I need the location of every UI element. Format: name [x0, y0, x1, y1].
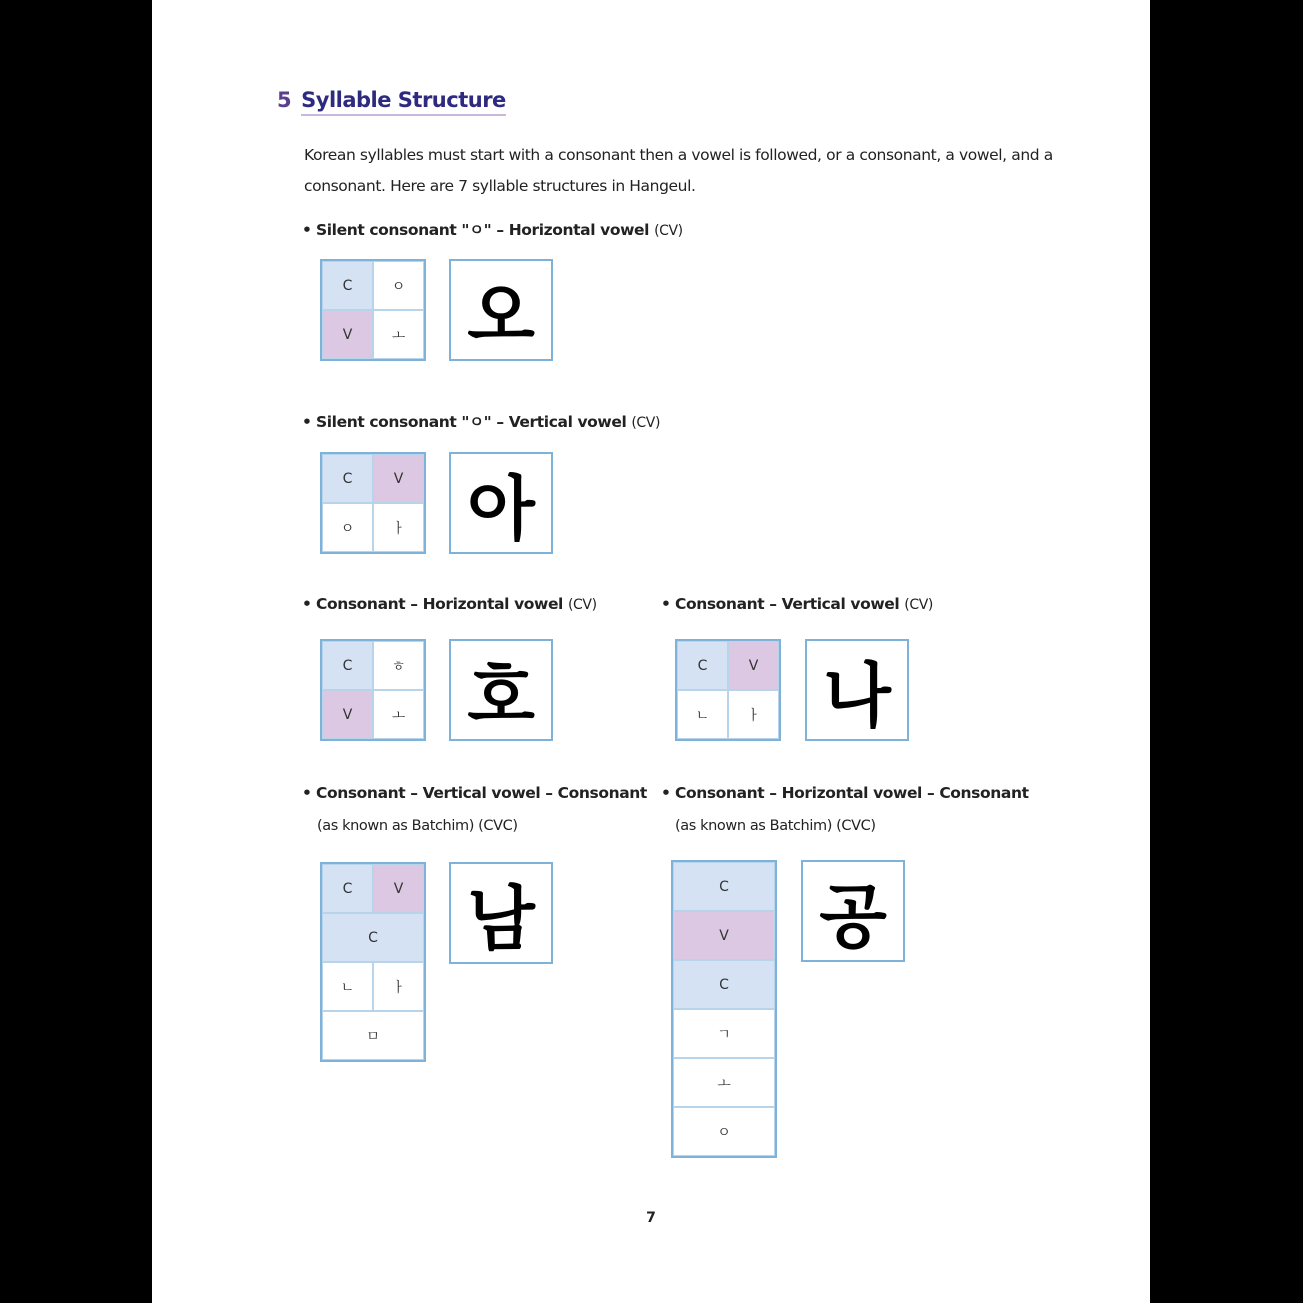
item-title: Consonant – Vertical vowel	[675, 595, 900, 613]
structure-grid	[320, 452, 426, 554]
grid-cell: V	[322, 310, 373, 359]
grid-cell: ㄴ	[677, 690, 728, 739]
item-type: (CV)	[654, 223, 683, 239]
structure-grid	[320, 862, 426, 1062]
grid-cell: V	[728, 641, 779, 690]
grid-cell: C	[322, 913, 424, 962]
grid-cell: C	[322, 864, 373, 913]
grid-cell: ㅗ	[373, 690, 424, 739]
item-title: Silent consonant "ㅇ" – Vertical vowel	[316, 413, 627, 431]
grid-cell: ㅇ	[373, 261, 424, 310]
item-label	[302, 784, 647, 802]
syllable-example: 아	[449, 452, 553, 554]
page-number: 7	[646, 1210, 656, 1226]
grid-cell: V	[322, 690, 373, 739]
item-type: (CV)	[904, 597, 933, 613]
intro-paragraph: Korean syllables must start with a consonant then a vowel is followed, or a consonant, a vowel, and a consonant. Here are 7 syllable structures in Hangeul.	[304, 146, 1053, 195]
bullet: •	[302, 595, 312, 613]
item-sublabel: (as known as Batchim) (CVC)	[675, 818, 876, 834]
syllable-example: 공	[801, 860, 905, 962]
item-title: Consonant – Horizontal vowel	[316, 595, 563, 613]
bullet: •	[302, 413, 312, 431]
item-type: (CV)	[567, 597, 597, 613]
grid-cell: V	[673, 911, 775, 960]
grid-cell: C	[322, 261, 373, 310]
section-title-text: Syllable Structure	[301, 88, 506, 116]
syllable-example: 오	[449, 259, 553, 361]
grid-cell: ㅇ	[322, 503, 373, 552]
book-page	[152, 0, 1150, 1303]
item-sublabel: (as known as Batchim) (CVC)	[317, 818, 518, 834]
structure-grid	[675, 639, 781, 741]
syllable-example: 남	[449, 862, 553, 964]
item-title: Consonant – Horizontal vowel – Consonant	[675, 784, 1029, 802]
grid-cell: ㅏ	[728, 690, 779, 739]
item-label	[661, 595, 933, 613]
item-label	[302, 218, 683, 240]
grid-cell: V	[373, 864, 424, 913]
section-title	[277, 88, 506, 112]
item-label	[302, 410, 660, 432]
grid-cell: ㄴ	[322, 962, 373, 1011]
grid-cell: C	[673, 862, 775, 911]
structure-grid	[671, 860, 777, 1158]
grid-cell: ㄱ	[673, 1009, 775, 1058]
grid-cell: ㅇ	[673, 1107, 775, 1156]
grid-cell: ㅎ	[373, 641, 424, 690]
grid-cell: ㅏ	[373, 503, 424, 552]
item-label	[302, 595, 597, 613]
grid-cell: ㅗ	[373, 310, 424, 359]
grid-cell: ㅁ	[322, 1011, 424, 1060]
grid-cell: C	[673, 960, 775, 1009]
section-number: 5	[277, 88, 292, 112]
item-type: (CV)	[631, 415, 661, 431]
structure-grid	[320, 639, 426, 741]
grid-cell: V	[373, 454, 424, 503]
structure-grid	[320, 259, 426, 361]
bullet: •	[302, 784, 312, 802]
syllable-example: 호	[449, 639, 553, 741]
grid-cell: ㅗ	[673, 1058, 775, 1107]
grid-cell: ㅏ	[373, 962, 424, 1011]
bullet: •	[661, 784, 671, 802]
bullet: •	[661, 595, 671, 613]
syllable-example: 나	[805, 639, 909, 741]
grid-cell: C	[322, 454, 373, 503]
bullet: •	[302, 221, 312, 239]
grid-cell: C	[677, 641, 728, 690]
item-title: Silent consonant "ㅇ" – Horizontal vowel	[316, 221, 650, 239]
grid-cell: C	[322, 641, 373, 690]
item-label	[661, 784, 1029, 802]
item-title: Consonant – Vertical vowel – Consonant	[316, 784, 647, 802]
